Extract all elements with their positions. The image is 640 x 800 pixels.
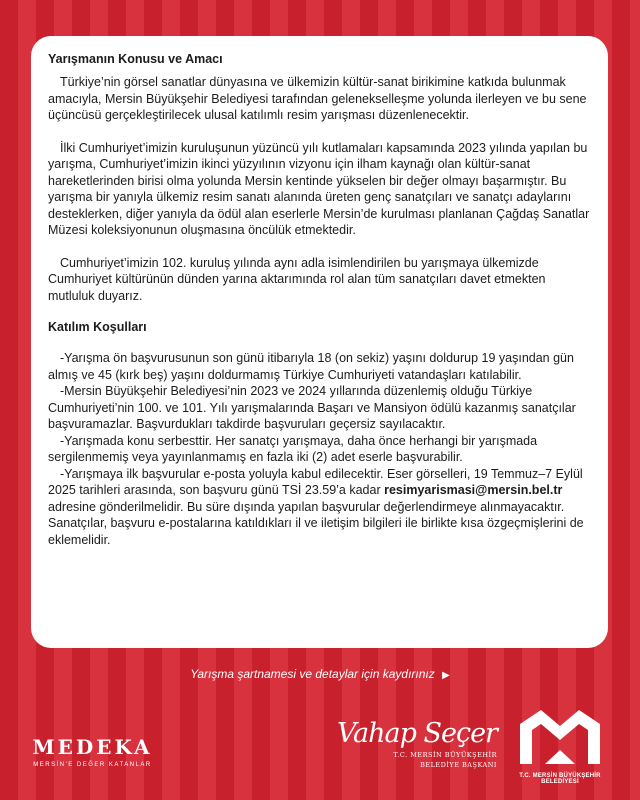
mayor-title-line-1: T.C. MERSİN BÜYÜKŞEHİR bbox=[393, 751, 497, 759]
condition-4-text-after: adresine gönderilmelidir. Bu süre dışında yapılan başvurular değerlendirmeye alınmayacaktır. Sanatçılar, başvuru e-postalarına katıldıkları il ve iletişim bilgileri ile birlikte kısa özgeçmişlerini de eklemelidir. bbox=[48, 499, 584, 547]
paragraph-purpose-3: Cumhuriyet’imizin 102. kuruluş yılında aynı adla isimlendirilen bu yarışmaya ülkemizde Cumhuriyet kültürünün dünden yarına aktarımında rol alan tüm sanatçıları davet etmekten mutluluk duyarız. bbox=[48, 255, 546, 303]
medeka-logo bbox=[30, 735, 155, 768]
section-heading-conditions: Katılım Koşulları bbox=[48, 320, 147, 334]
content-card bbox=[31, 36, 608, 648]
mayor-signature bbox=[337, 718, 497, 769]
condition-4 bbox=[48, 466, 592, 549]
scroll-prompt-text: Yarışma şartnamesi ve detaylar için kaydırınız bbox=[190, 667, 435, 681]
condition-2: -Mersin Büyükşehir Belediyesi’nin 2023 ve 2024 yıllarında düzenlemiş olduğu Türkiye Cumhuriyeti’nin 100. ve 101. Yılı yarışmalarında Başarı ve Mansiyon ödülü kazanmış sanatçılar başvuramazlar. Başvurdukları takdirde başvuruları geçersiz sayılacaktır. bbox=[48, 384, 576, 431]
scroll-prompt[interactable] bbox=[0, 667, 640, 681]
municipality-emblem-icon bbox=[515, 706, 605, 766]
paragraph-purpose-2: İlki Cumhuriyet’imizin kuruluşunun yüzüncü yılı kutlamaları kapsamında 2023 yılında yapılan bu yarışma, Cumhuriyet’imizin ikinci yüzyılının vizyonu için ilham kaynağı olan kültür-sanat hareketlerinden birisi olma yolunda Mersin kentinde yükselen bir değer olmayı başarmıştır. Bu yarışma bir yanıyla ülkemiz resim sanatı alanında üreten genç sanatçıları ve sanatçı adaylarını desteklerken, diğer yanıyla da ödül alan eserlerle Mersin’de kurulması planlanan Çağdaş Sanatlar Müzesi koleksiyonunun oluşmasına öncülük etmektedir. bbox=[48, 140, 590, 237]
medeka-wordmark: MEDEKA bbox=[32, 735, 153, 759]
paragraph-purpose-1: Türkiye’nin görsel sanatlar dünyasına ve ülkemizin kültür-sanat birikimine katkıda bulunmak amacıyla, Mersin Büyükşehir Belediyesi tarafından gelenekselleşme yolunda ilerleyen ve bu sene üçüncüsü gerçekleştirilecek ulusal katılımlı resim yarışması düzenlenecektir. bbox=[48, 75, 587, 122]
medeka-tagline: MERSİN'E DEĞER KATANLAR bbox=[33, 762, 152, 768]
play-arrow-icon: ▶ bbox=[442, 670, 450, 681]
mayor-title-line-2: BELEDİYE BAŞKANI bbox=[420, 761, 497, 769]
application-email-link[interactable]: resimyarismasi@mersin.bel.tr bbox=[384, 483, 563, 497]
condition-4-text-before: -Yarışmaya ilk başvurular e-posta yoluyla kabul edilecektir. Eser görselleri, 19 Temmuz–7 Eylül 2025 tarihleri arasında, son başvuru günü TSİ 23.59’a kadar bbox=[48, 466, 583, 497]
mayor-name: Vahap Seçer bbox=[337, 718, 497, 749]
condition-1: -Yarışma ön başvurusunun son günü itibarıyla 18 (on sekiz) yaşını doldurup 19 yaşından gün almış ve 45 (kırk beş) yaşını doldurmamış Türkiye Cumhuriyeti vatandaşları katılabilir. bbox=[48, 351, 574, 382]
section-heading-purpose: Yarışmanın Konusu ve Amacı bbox=[48, 52, 223, 66]
municipality-logo bbox=[505, 706, 615, 785]
condition-3: -Yarışmada konu serbesttir. Her sanatçı yarışmaya, daha önce herhangi bir yarışmada sergilenmemiş veya yayınlanmamış en fazla iki (2) adet eserle başvurabilir. bbox=[48, 433, 538, 464]
municipality-caption: T.C. MERSİN BÜYÜKŞEHİR BELEDİYESİ bbox=[519, 773, 601, 785]
